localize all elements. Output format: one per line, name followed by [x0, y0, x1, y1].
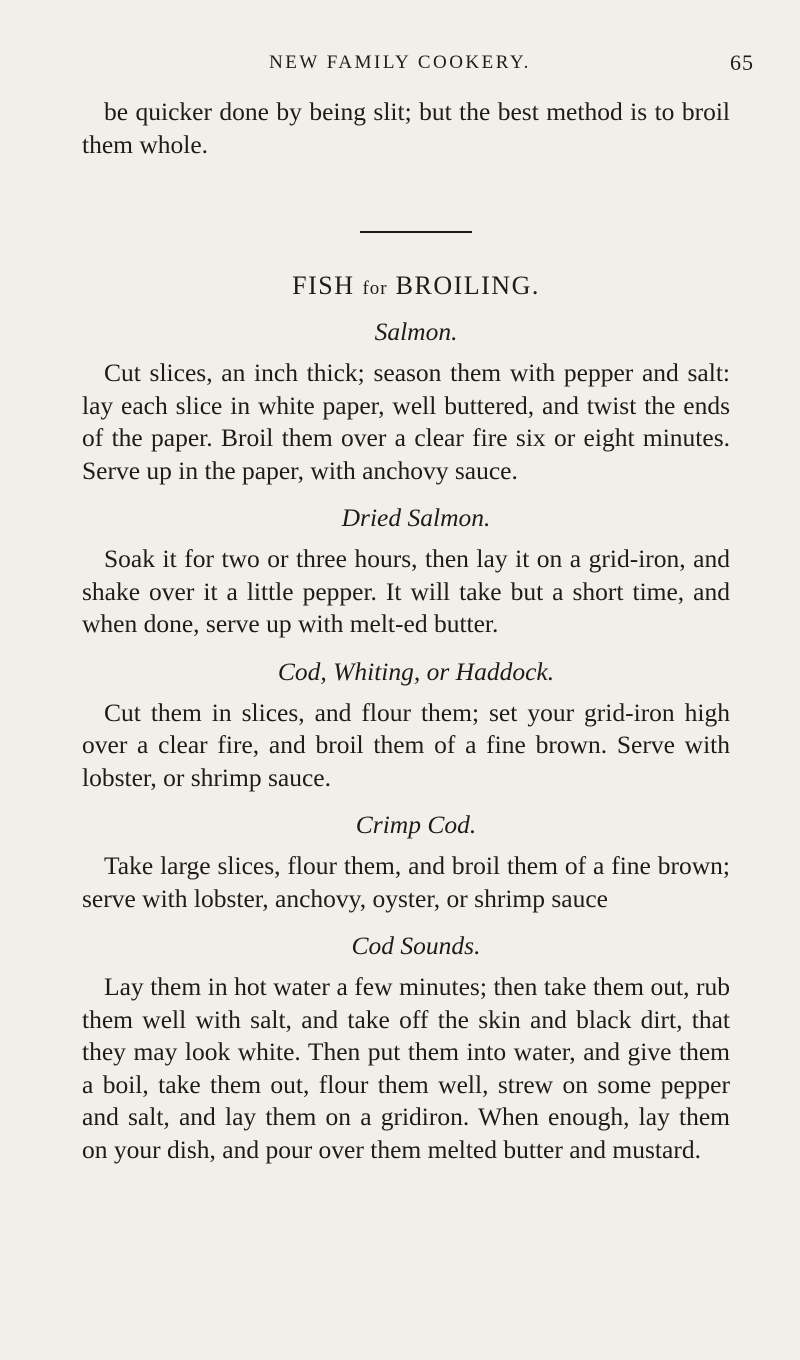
- recipe-crimp-cod: [82, 810, 730, 915]
- recipe-text: Cut them in slices, and flour them; set your grid-iron high over a clear fire, and broil them of a fine brown. Serve with lobster, or shrimp sauce.: [82, 697, 730, 792]
- recipe-title: Cod Sounds.: [351, 931, 481, 960]
- section-title-end: BROILING.: [395, 271, 540, 300]
- running-title: NEW FAMILY COOKERY.: [269, 52, 531, 73]
- recipe-text: Soak it for two or three hours, then lay it on a grid-iron, and shake over it a little pepper. It will take but a short time, and when done, serve up with melt-ed butter.: [82, 544, 730, 638]
- recipe-title: Dried Salmon.: [341, 503, 491, 532]
- section-title-small: for: [362, 278, 388, 299]
- recipe-dried-salmon: [82, 503, 730, 641]
- section-divider: [360, 231, 472, 233]
- recipe-text: Lay them in hot water a few minutes; then take them out, rub them well with salt, and take off the skin and black dirt, that they may look white. Then put them into water, and give them a boil, take them out, flour them well, strew on some pepper and salt, and lay them on a gridiron. When enough, lay them on your dish, and pour over them melted butter and mustard.: [82, 972, 730, 1164]
- intro-paragraph: be quicker done by being slit; but the best method is to broil them whole.: [82, 97, 730, 159]
- section-title-main: FISH: [292, 271, 355, 300]
- recipe-salmon: [82, 317, 730, 487]
- recipe-cod-sounds: [82, 931, 730, 1166]
- recipe-title: Cod, Whiting, or Haddock.: [277, 656, 555, 686]
- page-number: 65: [730, 50, 754, 75]
- recipe-text: Take large slices, flour them, and broil them of a fine brown; serve with lobster, anchovy, oyster, or shrimp sauce: [82, 851, 730, 913]
- recipe-text: Cut slices, an inch thick; season them with pepper and salt: lay each slice in white paper, well buttered, and twist the ends of the paper. Broil them over a clear fire six or eight minutes. Serve up in the paper, with anchovy sauce.: [82, 358, 730, 485]
- page-content: [82, 96, 730, 1166]
- recipe-cod-whiting-haddock: [82, 657, 730, 795]
- recipe-title: Salmon.: [374, 317, 458, 346]
- running-head: [0, 46, 800, 76]
- recipe-title: Crimp Cod.: [355, 810, 477, 839]
- section-title: [92, 271, 740, 301]
